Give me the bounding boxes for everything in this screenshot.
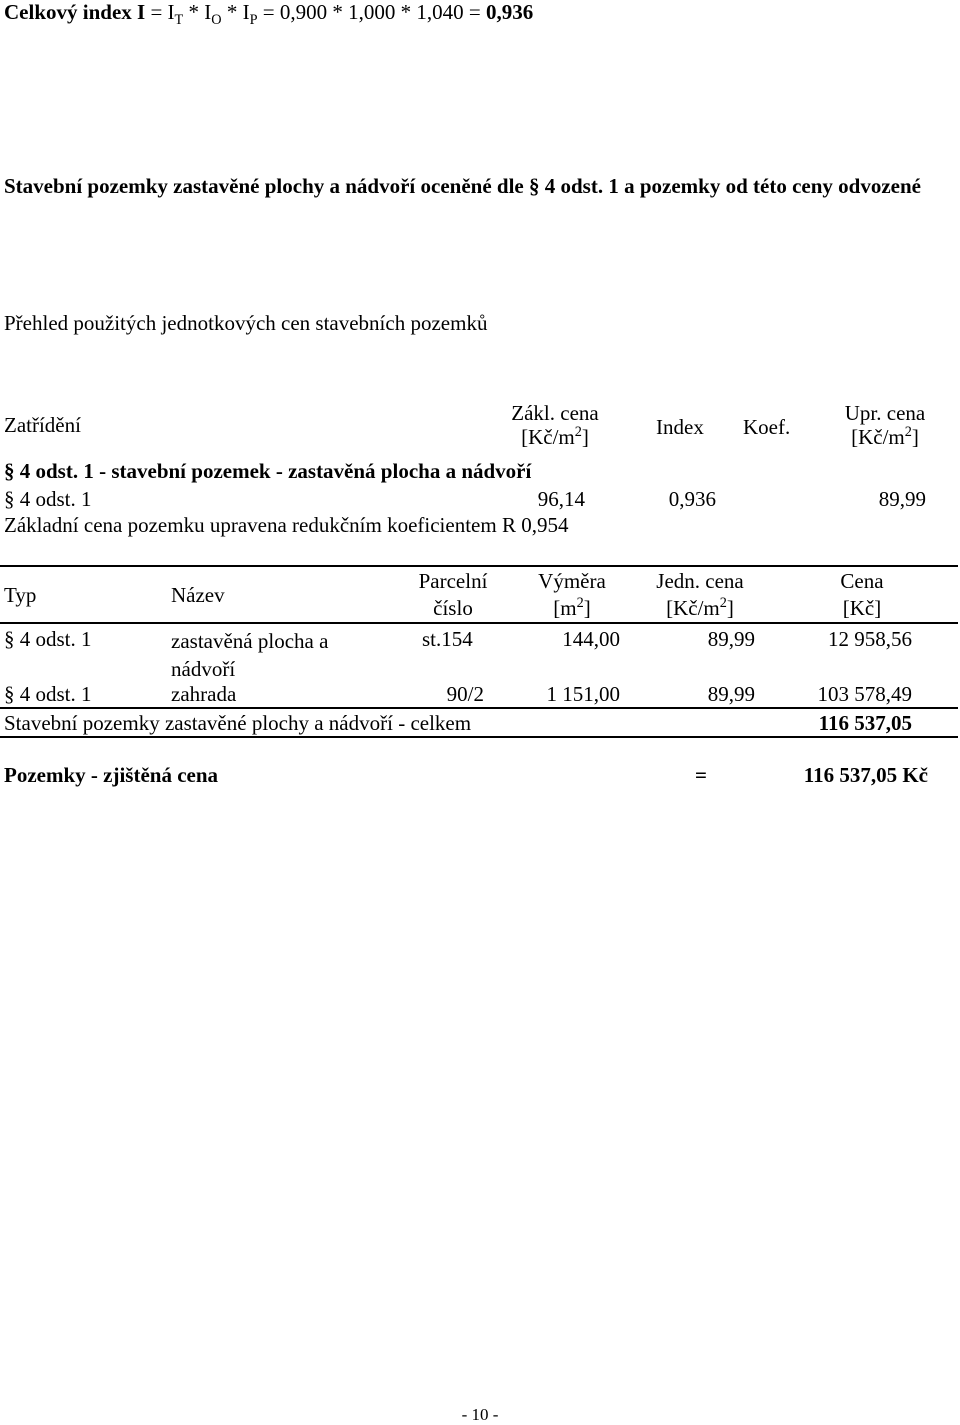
price-row-adj-price: 89,99 xyxy=(878,487,926,511)
index-label: Celkový index I xyxy=(4,0,146,24)
price-row-classification: § 4 odst. 1 xyxy=(4,487,92,511)
th-name: Název xyxy=(171,583,225,607)
table-row-2-name: zahrada xyxy=(171,682,237,706)
group-heading: § 4 odst. 1 - stavební pozemek - zastavěná plocha a nádvoří xyxy=(4,459,532,483)
table-row-2-type: § 4 odst. 1 xyxy=(4,682,92,706)
col-coef: Koef. xyxy=(743,415,791,439)
table-row-2-area: 1 151,00 xyxy=(546,682,620,706)
section-heading: Stavební pozemky zastavěné plochy a nádvoří oceněné dle § 4 odst. 1 a pozemky od této ceny odvozené xyxy=(4,174,921,198)
index-result: 0,936 xyxy=(485,0,534,24)
overview-title: Přehled použitých jednotkových cen stavebních pozemků xyxy=(4,311,488,335)
price-row-index: 0,936 xyxy=(668,487,716,511)
final-value: 116 537,05 Kč xyxy=(803,763,928,787)
th-unit-price: Jedn. cena $[Kč/m^2]$ xyxy=(656,569,744,621)
header-rule xyxy=(0,622,958,624)
table-row-2-unit-price: 89,99 xyxy=(707,682,755,706)
table-row-1-area: 144,00 xyxy=(562,627,620,651)
table-row-1-parcel: st.154 xyxy=(422,627,473,651)
col-adj-price: Upr. cena $[Kč/m^2]$ xyxy=(844,401,926,450)
table-row-2-price: 103 578,49 xyxy=(817,682,912,706)
final-label: Pozemky - zjištěná cena xyxy=(4,763,219,787)
col-index: Index xyxy=(656,415,704,439)
total-top-rule xyxy=(0,707,958,709)
table-row-1-unit-price: 89,99 xyxy=(707,627,755,651)
col-classification: Zatřídění xyxy=(4,413,81,437)
total-value: 116 537,05 xyxy=(818,711,912,735)
th-area: Výměra $[m^2]$ xyxy=(538,569,606,621)
price-note: Základní cena pozemku upravena redukčním koeficientem R 0,954 xyxy=(4,513,569,537)
th-price: Cena [Kč] xyxy=(840,569,884,621)
th-parcel: Parcelní číslo xyxy=(418,569,488,621)
index-formula: Celkový index $I = I_T * I_O * I_P = 0,900 * 1,000 * 1,040 = 0,936$ xyxy=(4,0,534,29)
price-row-base-price: 96,14 xyxy=(537,487,585,511)
table-row-1-name: zastavěná plocha a nádvoří xyxy=(171,629,329,681)
total-bottom-rule xyxy=(0,736,958,738)
total-label: Stavební pozemky zastavěné plochy a nádvoří - celkem xyxy=(4,711,472,735)
final-eq: = xyxy=(695,763,707,787)
table-row-1-type: § 4 odst. 1 xyxy=(4,627,92,651)
table-row-1-price: 12 958,56 xyxy=(828,627,912,651)
th-type: Typ xyxy=(4,583,37,607)
table-top-rule xyxy=(0,565,958,567)
page-number: - 10 - xyxy=(461,1405,499,1424)
col-base-price: Zákl. cena $[Kč/m^2]$ xyxy=(511,401,599,450)
table-row-2-parcel: 90/2 xyxy=(446,682,484,706)
